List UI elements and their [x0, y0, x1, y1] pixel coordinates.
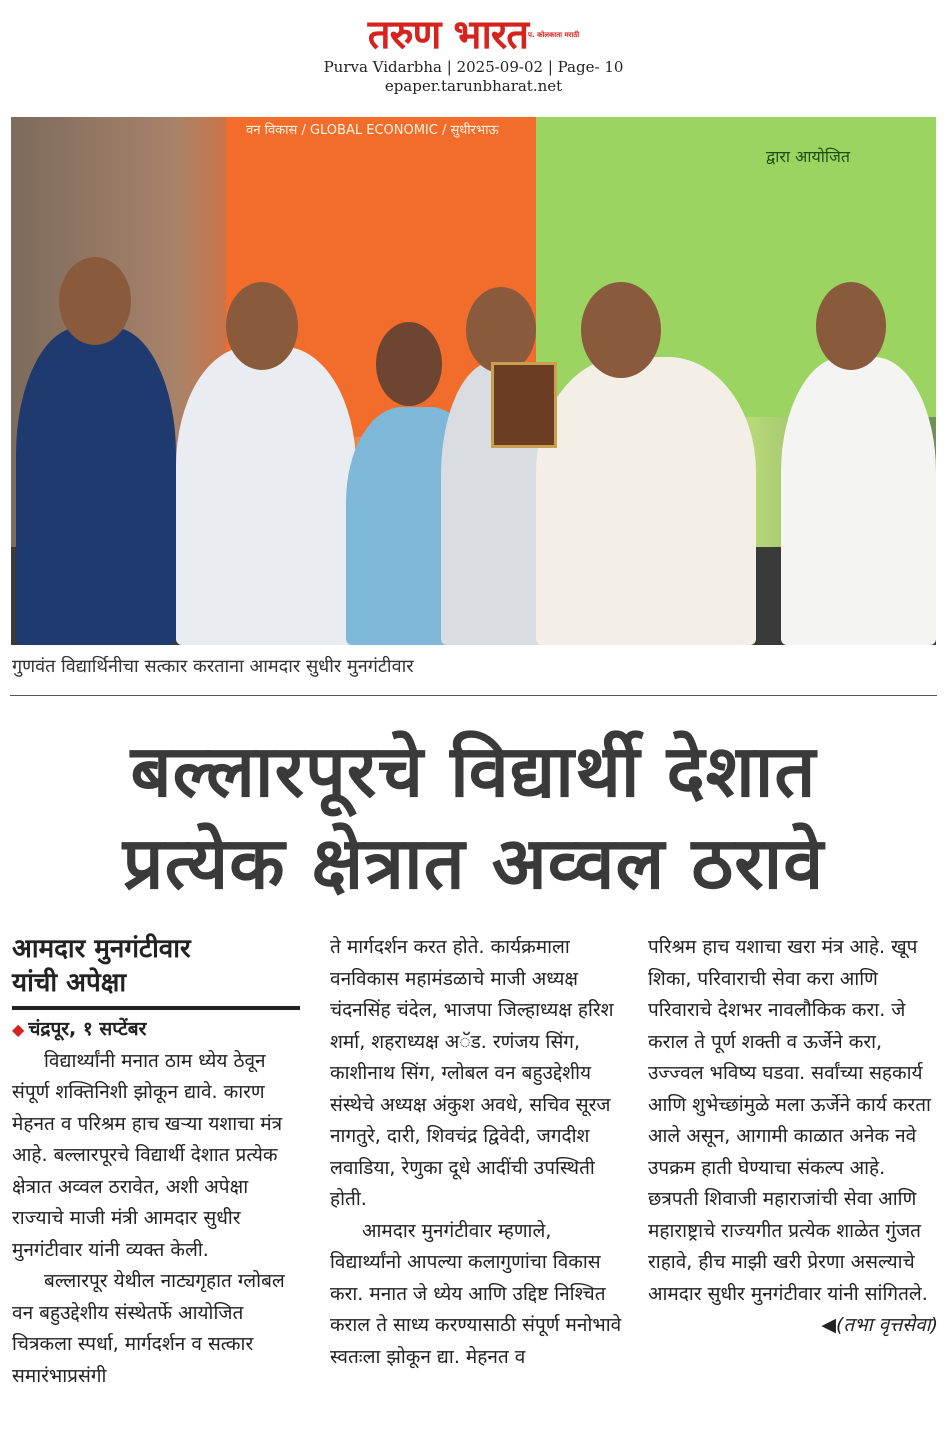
dateline-text: चंद्रपूर, १ सप्टेंबर: [28, 1018, 147, 1040]
headline-line-1: बल्लारपूरचे विद्यार्थी देशात: [130, 729, 817, 813]
article-photo[interactable]: [11, 117, 936, 645]
edition-meta: Purva Vidarbha | 2025-09-02 | Page- 10: [323, 58, 624, 76]
person-1-head: [59, 257, 131, 345]
person-6: [781, 357, 936, 645]
epaper-url[interactable]: epaper.tarunbharat.net: [384, 77, 563, 95]
article-column-3: [648, 932, 938, 1342]
col1-paragraph-1: विद्यार्थ्यांनी मनात ठाम ध्येय ठेवून संपूर्ण शक्तिनिशी झोकून द्यावे. कारण मेहनत व परिश्रम हाच खऱ्या यशाचा मंत्र आहे. बल्लारपूरचे विद्यार्थी देशात प्रत्येक क्षेत्रात अव्वल ठरावेत, अशी अपेक्षा राज्याचे माजी मंत्री आमदार सुधीर मुनगंटीवार यांनी व्यक्त केली.: [12, 1049, 283, 1261]
subhead-line-2: यांची अपेक्षा: [12, 968, 127, 998]
col2-paragraph-1: ते मार्गदर्शन करत होते. कार्यक्रमाला वनविकास महामंडळाचे माजी अध्यक्ष चंदनसिंह चंदेल, भाजपा जिल्हाध्यक्ष हरिश शर्मा, शहराध्यक्ष अॅड. रणंजय सिंग, काशीनाथ सिंग, ग्लोबल वन बहुउद्देशीय संस्थेचे अध्यक्ष अंकुश अवधे, सचिव सूरज नागतुरे, दारी, शिवचंद्र द्विवेदी, जगदीश लवाडिया, रेणुका दूधे आदींची उपस्थिती होती.: [330, 936, 614, 1210]
article-column-2: [330, 932, 622, 1373]
news-agency-signoff: ◀(तभा वृत्तसेवा): [821, 1314, 938, 1336]
banner-left-text: वन विकास / GLOBAL ECONOMIC / सुधीरभाऊ: [246, 123, 499, 138]
banner-right-text: द्वारा आयोजित: [766, 147, 851, 166]
masthead: [0, 12, 947, 95]
award-plaque: [491, 362, 557, 448]
dateline: [12, 1014, 302, 1046]
person-1: [16, 327, 176, 645]
person-4-head: [466, 287, 536, 373]
diamond-bullet-icon: ◆: [12, 1020, 25, 1039]
caption-divider: [10, 695, 937, 696]
person-2: [176, 347, 356, 645]
headline-line-2: प्रत्येक क्षेत्रात अव्वल ठरावे: [122, 821, 825, 905]
logo-text: तरुण भारत: [367, 12, 529, 58]
logo-tag: प. कोलकाता मराठी: [528, 31, 580, 39]
col3-paragraph-1: परिश्रम हाच यशाचा खरा मंत्र आहे. खूप शिका, परिवाराची सेवा करा आणि परिवाराचे देशभर नावलौकिक करा. जे कराल ते पूर्ण शक्ती व ऊर्जेने करा, उज्ज्वल भविष्य घडवा. सर्वांच्या सहकार्य आणि शुभेच्छांमुळे मला ऊर्जेने कार्य करता आले असून, आगामी काळात अनेक नवे उपक्रम हाती घेण्याचा संकल्प आहे. छत्रपती शिवाजी महाराजांची सेवा आणि महाराष्ट्राचे राज्यगीत प्रत्येक शाळेत गुंजत राहावे, हीच माझी खरी प्रेरणा असल्याचे आमदार सुधीर मुनगंटीवार यांनी सांगितले.: [648, 936, 931, 1305]
headline: [0, 725, 947, 909]
person-2-head: [226, 282, 298, 370]
person-5-head: [581, 282, 661, 378]
person-6-head: [816, 282, 886, 370]
photo-caption: गुणवंत विद्यार्थिनीचा सत्कार करताना आमदार सुधीर मुनगंटीवार: [12, 656, 414, 677]
article-column-1: [12, 932, 302, 1392]
subhead-line-1: आमदार मुनगंटीवार: [12, 934, 191, 964]
newspaper-logo[interactable]: [368, 12, 579, 58]
col2-paragraph-2: आमदार मुनगंटीवार म्हणाले, विद्यार्थ्यांनो आपल्या कलागुणांचा विकास करा. मनात जे ध्येय आणि उद्दिष्ट निश्चित कराल ते साध्य करण्यासाठी संपूर्ण मनोभावे स्वतःला झोकून द्या. मेहनत व: [330, 1219, 622, 1368]
col1-paragraph-2: बल्लारपूर येथील नाट्यगृहात ग्लोबल वन बहुउद्देशीय संस्थेतर्फे आयोजित चित्रकला स्पर्धा, मार्गदर्शन व सत्कार समारंभाप्रसंगी: [12, 1270, 285, 1387]
subhead-rule: [12, 1006, 300, 1010]
person-3-head: [376, 322, 442, 406]
person-5: [536, 357, 756, 645]
